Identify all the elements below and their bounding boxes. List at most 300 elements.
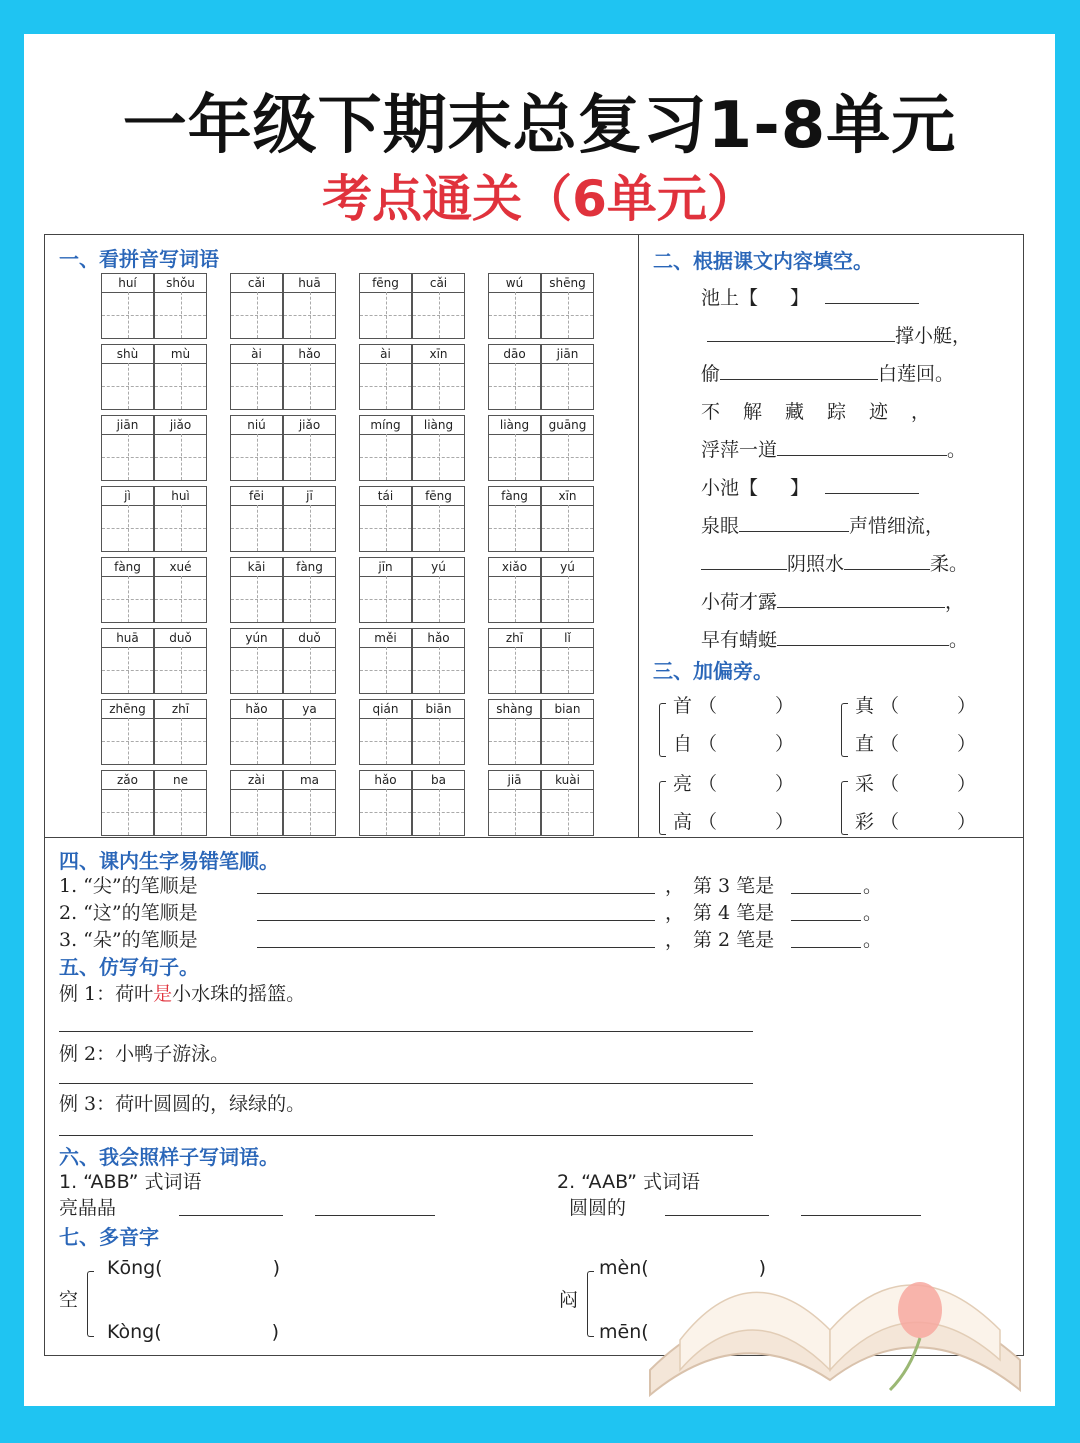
character-cell[interactable] bbox=[283, 557, 336, 623]
brace bbox=[841, 781, 848, 835]
worksheet bbox=[24, 34, 1055, 1406]
example-1 bbox=[59, 979, 305, 1006]
writing-square[interactable] bbox=[360, 363, 411, 409]
writing-square[interactable] bbox=[284, 505, 335, 551]
answer-blank[interactable] bbox=[720, 361, 878, 380]
word-box bbox=[230, 699, 336, 765]
poem-line-8 bbox=[701, 549, 968, 576]
pinyin-label: dāo bbox=[489, 345, 540, 364]
poem-text: 声惜细流， bbox=[849, 515, 945, 537]
pinyin-label: xīn bbox=[413, 345, 464, 364]
brace bbox=[587, 1271, 594, 1337]
writing-square[interactable] bbox=[102, 718, 153, 764]
worksheet-frame bbox=[44, 234, 1024, 1356]
pinyin-label: fēng bbox=[360, 274, 411, 293]
pinyin-label: fēi bbox=[231, 487, 282, 506]
period: 。 bbox=[863, 902, 883, 924]
poem-line-10 bbox=[701, 625, 968, 652]
character-cell[interactable] bbox=[154, 557, 207, 623]
radical-char: 高 bbox=[673, 811, 693, 833]
row-divider bbox=[45, 837, 1023, 838]
book-illustration bbox=[620, 1220, 1040, 1400]
word-box bbox=[488, 344, 594, 410]
pinyin-label: ya bbox=[284, 700, 335, 719]
writing-square[interactable] bbox=[155, 647, 206, 693]
poem-text: ， bbox=[945, 591, 965, 613]
character-cell[interactable] bbox=[154, 415, 207, 481]
answer-blank[interactable] bbox=[777, 627, 949, 646]
word-blank[interactable] bbox=[179, 1215, 283, 1216]
character-cell[interactable] bbox=[154, 699, 207, 765]
writing-square[interactable] bbox=[360, 505, 411, 551]
word-example-aab: 圆圆的 bbox=[569, 1197, 627, 1219]
character-cell[interactable] bbox=[283, 273, 336, 339]
pinyin-label: huí bbox=[102, 274, 153, 293]
character-cell[interactable] bbox=[283, 415, 336, 481]
pinyin-label: niú bbox=[231, 416, 282, 435]
paren: ） bbox=[957, 811, 977, 833]
writing-square[interactable] bbox=[231, 718, 282, 764]
period: 。 bbox=[863, 929, 883, 951]
section-6-heading: 六、我会照样子写词语。 bbox=[59, 1145, 279, 1169]
pinyin-label: huā bbox=[284, 274, 335, 293]
writing-square[interactable] bbox=[413, 647, 464, 693]
writing-square[interactable] bbox=[231, 505, 282, 551]
paren: （ bbox=[698, 733, 718, 755]
character-cell[interactable] bbox=[412, 486, 465, 552]
pinyin-label: bian bbox=[542, 700, 593, 719]
writing-square[interactable] bbox=[284, 647, 335, 693]
pinyin-label: hǎo bbox=[284, 345, 335, 364]
pinyin-label: fàng bbox=[102, 558, 153, 577]
word-box bbox=[488, 557, 594, 623]
pinyin-label: fēng bbox=[413, 487, 464, 506]
example-3: 例 3：荷叶圆圆的，绿绿的。 bbox=[59, 1093, 306, 1115]
pinyin-label: yún bbox=[231, 629, 282, 648]
writing-square[interactable] bbox=[413, 434, 464, 480]
writing-square[interactable] bbox=[489, 434, 540, 480]
radical-item bbox=[855, 807, 976, 834]
answer-blank[interactable] bbox=[825, 475, 919, 494]
writing-square[interactable] bbox=[155, 363, 206, 409]
answer-blank[interactable] bbox=[844, 551, 930, 570]
word-type-aab: 2. “AAB” 式词语 bbox=[557, 1171, 700, 1193]
character-cell[interactable] bbox=[359, 486, 412, 552]
pinyin-label: yú bbox=[542, 558, 593, 577]
answer-blank[interactable] bbox=[825, 285, 919, 304]
character-cell[interactable] bbox=[230, 273, 283, 339]
poem-text: 泉眼 bbox=[701, 515, 740, 537]
character-cell[interactable] bbox=[101, 415, 154, 481]
pinyin-label: wú bbox=[489, 274, 540, 293]
poem-text: 小池【 bbox=[701, 477, 759, 499]
pinyin-label: huā bbox=[102, 629, 153, 648]
answer-blank[interactable] bbox=[257, 920, 655, 921]
answer-blank[interactable] bbox=[257, 947, 655, 948]
radical-char: 彩 bbox=[855, 811, 875, 833]
writing-square[interactable] bbox=[489, 363, 540, 409]
writing-square[interactable] bbox=[489, 292, 540, 338]
writing-square[interactable] bbox=[413, 576, 464, 622]
pinyin-label: jiān bbox=[542, 345, 593, 364]
poem-text: 】 bbox=[790, 477, 810, 499]
pinyin-label: míng bbox=[360, 416, 411, 435]
radical-char: 真 bbox=[855, 695, 875, 717]
pinyin-label: jiǎo bbox=[284, 416, 335, 435]
writing-square[interactable] bbox=[413, 789, 464, 835]
writing-square[interactable] bbox=[102, 292, 153, 338]
poem-text: 早有蜻蜓 bbox=[701, 629, 778, 651]
radical-char: 亮 bbox=[673, 773, 693, 795]
writing-square[interactable] bbox=[231, 363, 282, 409]
pinyin-label: zhī bbox=[155, 700, 206, 719]
pinyin-label: hǎo bbox=[413, 629, 464, 648]
paren: （ bbox=[698, 811, 718, 833]
pinyin-label: ba bbox=[413, 771, 464, 790]
writing-square[interactable] bbox=[360, 789, 411, 835]
character-cell[interactable] bbox=[359, 273, 412, 339]
poem-text: 池上【 bbox=[701, 287, 759, 309]
character-cell[interactable] bbox=[359, 557, 412, 623]
character-cell[interactable] bbox=[541, 415, 594, 481]
writing-square[interactable] bbox=[542, 292, 593, 338]
writing-square[interactable] bbox=[284, 434, 335, 480]
stroke-number-question: 第 3 笔是 bbox=[693, 875, 775, 897]
polyphone-char-kong: 空 bbox=[59, 1289, 79, 1311]
pinyin-label: duǒ bbox=[155, 629, 206, 648]
pinyin-label: ài bbox=[360, 345, 411, 364]
poem-text: 柔。 bbox=[930, 553, 969, 575]
word-type-abb: 1. “ABB” 式词语 bbox=[59, 1171, 202, 1193]
word-box bbox=[230, 344, 336, 410]
character-cell[interactable] bbox=[101, 273, 154, 339]
writing-square[interactable] bbox=[542, 576, 593, 622]
character-cell[interactable] bbox=[230, 628, 283, 694]
character-cell[interactable] bbox=[283, 344, 336, 410]
example-2: 例 2：小鸭子游泳。 bbox=[59, 1043, 230, 1065]
poem-line-5 bbox=[701, 435, 966, 462]
writing-square[interactable] bbox=[360, 647, 411, 693]
character-cell[interactable] bbox=[154, 628, 207, 694]
brace bbox=[659, 703, 666, 757]
answer-blank[interactable] bbox=[701, 551, 787, 570]
paren: ） bbox=[957, 773, 977, 795]
poem-text: 偷 bbox=[701, 363, 721, 385]
writing-square[interactable] bbox=[489, 576, 540, 622]
character-cell[interactable] bbox=[154, 770, 207, 836]
character-cell[interactable] bbox=[359, 628, 412, 694]
character-cell[interactable] bbox=[541, 273, 594, 339]
writing-square[interactable] bbox=[231, 789, 282, 835]
word-box bbox=[101, 557, 207, 623]
radical-item bbox=[673, 769, 794, 796]
reading-text: ) bbox=[271, 1321, 280, 1343]
writing-square[interactable] bbox=[284, 789, 335, 835]
stroke-question: 1. “尖”的笔顺是 bbox=[59, 875, 198, 897]
character-cell[interactable] bbox=[230, 770, 283, 836]
character-cell[interactable] bbox=[359, 415, 412, 481]
pinyin-label: cǎi bbox=[231, 274, 282, 293]
character-cell[interactable] bbox=[359, 770, 412, 836]
pinyin-label: qián bbox=[360, 700, 411, 719]
word-box bbox=[101, 699, 207, 765]
writing-square[interactable] bbox=[413, 292, 464, 338]
writing-square[interactable] bbox=[231, 292, 282, 338]
writing-square[interactable] bbox=[413, 363, 464, 409]
writing-square[interactable] bbox=[360, 292, 411, 338]
poem-title-2 bbox=[701, 473, 919, 500]
radical-char: 采 bbox=[855, 773, 875, 795]
pinyin-label: fàng bbox=[489, 487, 540, 506]
section-7-heading: 七、多音字 bbox=[59, 1225, 159, 1249]
writing-square[interactable] bbox=[542, 363, 593, 409]
writing-square[interactable] bbox=[155, 718, 206, 764]
pinyin-label: zhēng bbox=[102, 700, 153, 719]
character-cell[interactable] bbox=[101, 770, 154, 836]
poem-text: 小荷才露 bbox=[701, 591, 778, 613]
writing-square[interactable] bbox=[231, 647, 282, 693]
paren: （ bbox=[880, 773, 900, 795]
character-cell[interactable] bbox=[412, 344, 465, 410]
radical-item bbox=[673, 691, 794, 718]
pinyin-label: zǎo bbox=[102, 771, 153, 790]
character-cell[interactable] bbox=[230, 486, 283, 552]
section-1-heading: 一、看拼音写词语 bbox=[59, 247, 219, 271]
writing-square[interactable] bbox=[413, 505, 464, 551]
answer-blank[interactable] bbox=[739, 513, 849, 532]
writing-square[interactable] bbox=[155, 505, 206, 551]
word-box bbox=[359, 770, 465, 836]
writing-square[interactable] bbox=[284, 292, 335, 338]
writing-square[interactable] bbox=[413, 718, 464, 764]
writing-square[interactable] bbox=[102, 434, 153, 480]
word-box bbox=[359, 557, 465, 623]
character-cell[interactable] bbox=[154, 344, 207, 410]
writing-square[interactable] bbox=[489, 647, 540, 693]
word-blank[interactable] bbox=[665, 1215, 769, 1216]
character-cell[interactable] bbox=[541, 699, 594, 765]
poem-text: 。 bbox=[949, 629, 969, 651]
pinyin-label: zài bbox=[231, 771, 282, 790]
answer-blank[interactable] bbox=[791, 893, 861, 894]
polyphone-char-men: 闷 bbox=[559, 1289, 579, 1311]
pinyin-label: kāi bbox=[231, 558, 282, 577]
writing-square[interactable] bbox=[489, 718, 540, 764]
word-box bbox=[359, 344, 465, 410]
character-cell[interactable] bbox=[488, 486, 541, 552]
writing-square[interactable] bbox=[102, 363, 153, 409]
pinyin-label: jīn bbox=[360, 558, 411, 577]
character-cell[interactable] bbox=[412, 415, 465, 481]
writing-square[interactable] bbox=[542, 505, 593, 551]
pinyin-label: huì bbox=[155, 487, 206, 506]
word-box bbox=[359, 486, 465, 552]
paren: （ bbox=[880, 811, 900, 833]
pinyin-label: jiǎo bbox=[155, 416, 206, 435]
word-box bbox=[101, 486, 207, 552]
page-title: 一年级下期末总复习1-8单元 bbox=[122, 89, 957, 163]
poem-text: 浮萍一道 bbox=[701, 439, 778, 461]
character-cell[interactable] bbox=[541, 486, 594, 552]
character-cell[interactable] bbox=[283, 628, 336, 694]
word-box bbox=[488, 486, 594, 552]
answer-blank[interactable] bbox=[777, 589, 945, 608]
pinyin-label: ài bbox=[231, 345, 282, 364]
writing-square[interactable] bbox=[489, 505, 540, 551]
writing-square[interactable] bbox=[102, 789, 153, 835]
character-cell[interactable] bbox=[230, 557, 283, 623]
writing-square[interactable] bbox=[284, 718, 335, 764]
writing-square[interactable] bbox=[542, 434, 593, 480]
radical-item bbox=[855, 729, 976, 756]
poem-text: 。 bbox=[947, 439, 967, 461]
writing-square[interactable] bbox=[542, 718, 593, 764]
character-cell[interactable] bbox=[488, 273, 541, 339]
reading-text: Kòng( bbox=[107, 1321, 162, 1343]
paren: ） bbox=[775, 695, 795, 717]
writing-square[interactable] bbox=[360, 718, 411, 764]
writing-square[interactable] bbox=[102, 647, 153, 693]
paren: （ bbox=[698, 773, 718, 795]
pinyin-label: biān bbox=[413, 700, 464, 719]
word-box bbox=[230, 557, 336, 623]
character-cell[interactable] bbox=[283, 699, 336, 765]
writing-square[interactable] bbox=[155, 292, 206, 338]
pinyin-label: měi bbox=[360, 629, 411, 648]
word-blank[interactable] bbox=[801, 1215, 921, 1216]
character-cell[interactable] bbox=[412, 770, 465, 836]
character-cell[interactable] bbox=[541, 557, 594, 623]
character-cell[interactable] bbox=[101, 344, 154, 410]
word-blank[interactable] bbox=[315, 1215, 435, 1216]
brace bbox=[841, 703, 848, 757]
character-cell[interactable] bbox=[488, 344, 541, 410]
poem-line-4: 不 解 藏 踪 迹 ， bbox=[701, 401, 933, 423]
character-cell[interactable] bbox=[359, 699, 412, 765]
radical-char: 直 bbox=[855, 733, 875, 755]
character-cell[interactable] bbox=[154, 273, 207, 339]
writing-square[interactable] bbox=[360, 434, 411, 480]
writing-square[interactable] bbox=[360, 576, 411, 622]
stroke-number-question: 第 4 笔是 bbox=[693, 902, 775, 924]
character-cell[interactable] bbox=[488, 699, 541, 765]
pinyin-label: xué bbox=[155, 558, 206, 577]
column-divider bbox=[638, 235, 639, 837]
word-box bbox=[230, 628, 336, 694]
answer-blank[interactable] bbox=[777, 437, 947, 456]
character-cell[interactable] bbox=[412, 628, 465, 694]
writing-square[interactable] bbox=[155, 576, 206, 622]
poem-line-3 bbox=[701, 359, 954, 386]
word-box bbox=[230, 415, 336, 481]
writing-line[interactable] bbox=[59, 1135, 753, 1136]
pinyin-label: fàng bbox=[284, 558, 335, 577]
character-cell[interactable] bbox=[412, 273, 465, 339]
character-cell[interactable] bbox=[541, 344, 594, 410]
character-cell[interactable] bbox=[101, 557, 154, 623]
radical-item bbox=[673, 729, 794, 756]
character-cell[interactable] bbox=[541, 628, 594, 694]
answer-blank[interactable] bbox=[707, 323, 895, 342]
word-box bbox=[488, 770, 594, 836]
character-cell[interactable] bbox=[230, 699, 283, 765]
writing-square[interactable] bbox=[284, 363, 335, 409]
comma: ， bbox=[665, 875, 685, 897]
pinyin-label: lǐ bbox=[542, 629, 593, 648]
character-cell[interactable] bbox=[101, 699, 154, 765]
paren: ） bbox=[957, 733, 977, 755]
reading-text: ) bbox=[758, 1257, 767, 1279]
character-cell[interactable] bbox=[412, 557, 465, 623]
pinyin-label: shēng bbox=[542, 274, 593, 293]
character-cell[interactable] bbox=[488, 770, 541, 836]
writing-square[interactable] bbox=[284, 576, 335, 622]
character-cell[interactable] bbox=[488, 557, 541, 623]
paren: （ bbox=[698, 695, 718, 717]
poem-line-9 bbox=[701, 587, 964, 614]
writing-square[interactable] bbox=[102, 576, 153, 622]
writing-square[interactable] bbox=[155, 789, 206, 835]
word-box bbox=[101, 770, 207, 836]
writing-square[interactable] bbox=[155, 434, 206, 480]
character-cell[interactable] bbox=[359, 344, 412, 410]
character-cell[interactable] bbox=[230, 415, 283, 481]
character-cell[interactable] bbox=[230, 344, 283, 410]
example-highlight: 是 bbox=[153, 983, 173, 1005]
brace bbox=[659, 781, 666, 835]
writing-line[interactable] bbox=[59, 1083, 753, 1084]
writing-square[interactable] bbox=[102, 505, 153, 551]
character-cell[interactable] bbox=[412, 699, 465, 765]
character-cell[interactable] bbox=[541, 770, 594, 836]
reading-text: mēn( bbox=[599, 1321, 649, 1343]
pinyin-label: xīn bbox=[542, 487, 593, 506]
stroke-question: 3. “朵”的笔顺是 bbox=[59, 929, 198, 951]
writing-square[interactable] bbox=[542, 647, 593, 693]
character-cell[interactable] bbox=[283, 486, 336, 552]
character-cell[interactable] bbox=[488, 415, 541, 481]
answer-blank[interactable] bbox=[791, 920, 861, 921]
radical-char: 首 bbox=[673, 695, 693, 717]
paren: ） bbox=[775, 773, 795, 795]
writing-square[interactable] bbox=[231, 576, 282, 622]
character-cell[interactable] bbox=[283, 770, 336, 836]
character-cell[interactable] bbox=[154, 486, 207, 552]
word-box bbox=[101, 415, 207, 481]
word-box bbox=[359, 628, 465, 694]
word-box bbox=[488, 628, 594, 694]
character-cell[interactable] bbox=[488, 628, 541, 694]
pinyin-label: jì bbox=[102, 487, 153, 506]
answer-blank[interactable] bbox=[257, 893, 655, 894]
writing-square[interactable] bbox=[489, 789, 540, 835]
writing-square[interactable] bbox=[231, 434, 282, 480]
answer-blank[interactable] bbox=[791, 947, 861, 948]
character-cell[interactable] bbox=[101, 628, 154, 694]
page-subtitle: 考点通关（6单元） bbox=[322, 170, 757, 228]
writing-square[interactable] bbox=[542, 789, 593, 835]
pinyin-label: hǎo bbox=[231, 700, 282, 719]
character-cell[interactable] bbox=[101, 486, 154, 552]
pinyin-label: jiān bbox=[102, 416, 153, 435]
section-2-heading: 二、根据课文内容填空。 bbox=[653, 249, 873, 273]
pinyin-label: hǎo bbox=[360, 771, 411, 790]
section-3-heading: 三、加偏旁。 bbox=[653, 659, 773, 683]
writing-line[interactable] bbox=[59, 1031, 753, 1032]
radical-item bbox=[673, 807, 794, 834]
pinyin-label: tái bbox=[360, 487, 411, 506]
brace bbox=[87, 1271, 94, 1337]
